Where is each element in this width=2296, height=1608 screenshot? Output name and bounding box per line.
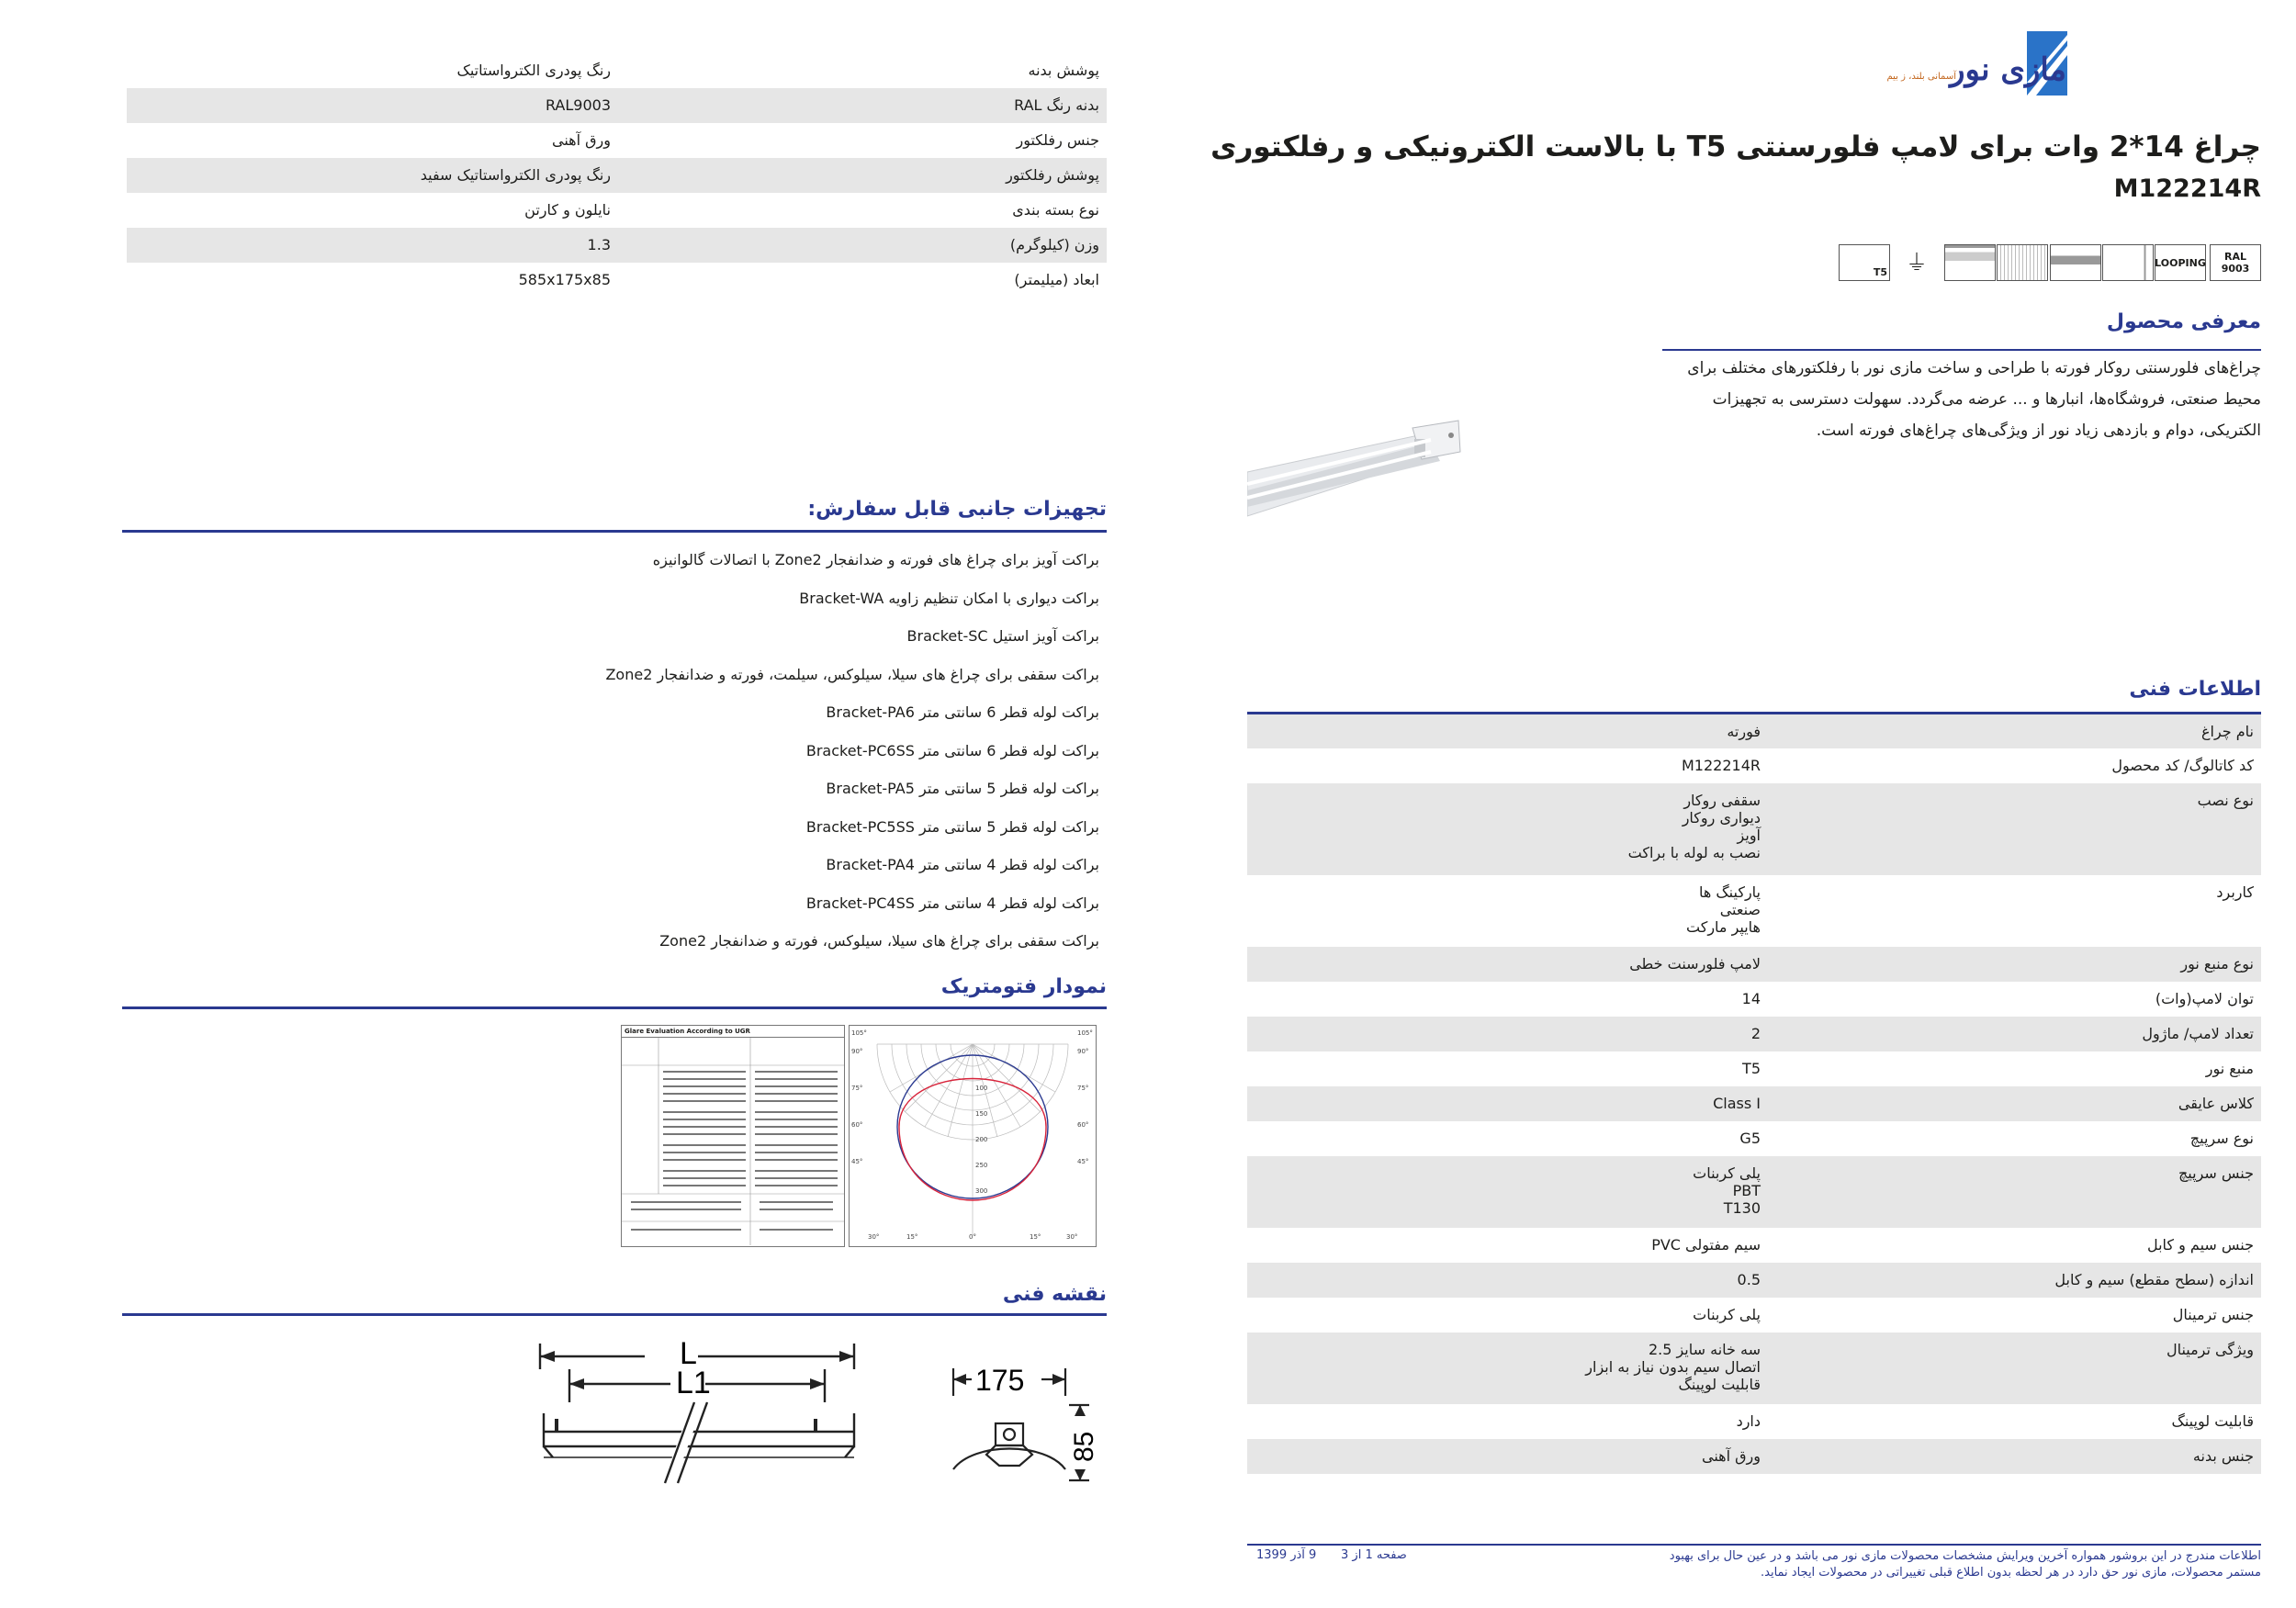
reflector-icon bbox=[1997, 244, 2048, 281]
spec-row bbox=[127, 53, 1107, 88]
accessory-item: براکت سقفی برای چراغ های سیلا، سیلوکس، سیلمت، فورته و ضدانفجار Zone2 bbox=[605, 665, 1099, 683]
tech-row-label: اندازه (سطح مقطع) سیم و کابل bbox=[2054, 1271, 2254, 1288]
tech-row-label: کد کاتالوگ/ کد محصول bbox=[2111, 757, 2254, 774]
wall-mount-icon bbox=[2102, 244, 2154, 281]
tech-row bbox=[1247, 1156, 2261, 1228]
tech-row-label: جنس ترمینال bbox=[2172, 1306, 2254, 1323]
tech-row bbox=[1247, 1263, 2261, 1298]
product-code: M122214R bbox=[2113, 174, 2261, 203]
spec-row-label: نوع بسته بندی bbox=[1012, 201, 1099, 219]
intro-heading: معرفی محصول bbox=[2106, 310, 2261, 333]
photometric-heading: نمودار فتومتریک bbox=[940, 975, 1107, 998]
tech-row bbox=[1247, 748, 2261, 783]
photometric-rule bbox=[122, 1006, 1107, 1009]
tech-row-label: تعداد لامپ/ ماژول bbox=[2142, 1025, 2254, 1042]
ugr-table bbox=[621, 1025, 845, 1247]
tech-row-value: ورق آهنی bbox=[1702, 1447, 1761, 1465]
dim-height: 85 bbox=[1069, 1431, 1099, 1462]
tech-row-label: ویژگی ترمینال bbox=[2166, 1341, 2254, 1358]
intro-rule bbox=[1662, 349, 2261, 351]
accessory-item: براکت لوله قطر 4 سانتی متر Bracket-PC4SS bbox=[805, 894, 1099, 912]
t5-lamp-icon: T5 bbox=[1839, 244, 1890, 281]
footer-rule bbox=[1247, 1544, 2261, 1546]
drawing-heading: نقشه فنی bbox=[1002, 1283, 1107, 1306]
spec-row-label: وزن (کیلوگرم) bbox=[1009, 236, 1099, 253]
tech-row bbox=[1247, 1228, 2261, 1263]
accessory-item: براکت لوله قطر 5 سانتی متر Bracket-PC5SS bbox=[805, 817, 1099, 836]
tech-row-label: توان لامپ(وات) bbox=[2155, 990, 2254, 1007]
accessory-item: براکت دیواری با امکان تنظیم زاویه Bracket-WA bbox=[799, 589, 1099, 607]
tech-row-value: سیم مفتولی PVC bbox=[1651, 1236, 1761, 1254]
tech-row bbox=[1247, 1121, 2261, 1156]
looping-icon: LOOPING bbox=[2155, 244, 2206, 281]
polar-angle-label: 15° bbox=[1030, 1233, 1041, 1241]
spec-row-value: رنگ پودری الکترواستاتیک سفید bbox=[420, 166, 611, 184]
spec-row-value: رنگ پودری الکترواستاتیک bbox=[456, 62, 611, 79]
tech-row-value: پلی کربنات bbox=[1693, 1306, 1761, 1323]
tech-row-value: G5 bbox=[1739, 1130, 1761, 1147]
tech-row bbox=[1247, 714, 2261, 748]
technical-drawing-section bbox=[946, 1359, 1102, 1497]
right-page bbox=[1210, 0, 2296, 1608]
tech-row-value: فورته bbox=[1727, 723, 1761, 740]
accessory-item: براکت آویز برای چراغ های فورته و ضدانفجار Zone2 با اتصالات گالوانیزه bbox=[652, 551, 1099, 568]
footer-page: صفحه 1 از 3 bbox=[1341, 1548, 1407, 1562]
polar-angle-label: 105° bbox=[1077, 1029, 1093, 1037]
polar-value-label: 250 bbox=[975, 1162, 988, 1169]
tech-row-value: 2 bbox=[1750, 1025, 1761, 1042]
product-image bbox=[1247, 415, 1486, 544]
pendant-mount-icon bbox=[2050, 244, 2101, 281]
tech-row-label: منبع نور bbox=[2205, 1060, 2254, 1077]
tech-row-label: جنس سرپیچ bbox=[2178, 1164, 2254, 1182]
polar-diagram bbox=[849, 1025, 1097, 1247]
brand-tagline: آسمانی بلند، ز بیم bbox=[1886, 72, 1956, 82]
tech-row-value: T5 bbox=[1742, 1060, 1761, 1077]
ceiling-mount-icon bbox=[1944, 244, 1996, 281]
spec-row-value: RAL9003 bbox=[545, 96, 611, 114]
tech-row bbox=[1247, 1017, 2261, 1051]
tech-row-value: M122214R bbox=[1682, 757, 1761, 774]
polar-angle-label: 45° bbox=[1077, 1158, 1089, 1165]
spec-row-value: 1.3 bbox=[587, 236, 611, 253]
accessories-heading: تجهیزات جانبی قابل سفارش: bbox=[807, 498, 1107, 521]
product-title: چراغ 14*2 وات برای لامپ فلورسنتی T5 با بالاست الکترونیکی و رفلکتوری bbox=[1210, 130, 2261, 163]
dim-l1: L1 bbox=[676, 1366, 711, 1400]
accessory-item: براکت لوله قطر 4 سانتی متر Bracket-PA4 bbox=[826, 856, 1099, 873]
tech-row-value: سه خانه سایز 2.5 اتصال سیم بدون نیاز به ابزار قابلیت لوپینگ bbox=[1585, 1341, 1761, 1393]
spec-row-label: پوشش رفلکتور bbox=[1006, 166, 1099, 184]
tech-row bbox=[1247, 947, 2261, 982]
tech-row bbox=[1247, 1051, 2261, 1086]
spec-row-value: نایلون و کارتن bbox=[524, 201, 611, 219]
accessory-item: براکت لوله قطر 6 سانتی متر Bracket-PA6 bbox=[826, 703, 1099, 721]
accessory-item: براکت سقفی برای چراغ های سیلا، سیلوکس، فورته و ضدانفجار Zone2 bbox=[659, 932, 1099, 950]
tech-row-value: 0.5 bbox=[1737, 1271, 1761, 1288]
polar-value-label: 150 bbox=[975, 1110, 988, 1118]
polar-angle-label: 0° bbox=[969, 1233, 976, 1241]
accessories-list bbox=[122, 551, 1107, 973]
accessories-rule bbox=[122, 530, 1107, 533]
tech-row bbox=[1247, 783, 2261, 875]
spec-row-label: پوشش بدنه bbox=[1028, 62, 1099, 79]
polar-value-label: 200 bbox=[975, 1136, 988, 1143]
tech-row-value: لامپ فلورسنت خطی bbox=[1629, 955, 1761, 973]
polar-angle-label: 60° bbox=[851, 1121, 863, 1129]
polar-angle-label: 90° bbox=[1077, 1048, 1089, 1055]
spec-row bbox=[127, 193, 1107, 228]
technical-drawing-side bbox=[533, 1336, 863, 1492]
accessory-item: براکت لوله قطر 6 سانتی متر Bracket-PC6SS bbox=[805, 741, 1099, 759]
dim-width: 175 bbox=[975, 1364, 1025, 1397]
tech-row-label: جنس سیم و کابل bbox=[2146, 1236, 2254, 1254]
tech-row bbox=[1247, 875, 2261, 947]
polar-value-label: 300 bbox=[975, 1187, 988, 1195]
polar-angle-label: 90° bbox=[851, 1048, 863, 1055]
polar-angle-label: 30° bbox=[868, 1233, 880, 1241]
spec-row-label: جنس رفلکتور bbox=[1016, 131, 1099, 149]
polar-angle-label: 75° bbox=[1077, 1085, 1089, 1092]
spec-row-value: ورق آهنی bbox=[552, 131, 611, 149]
tech-row-value: سقفی روکار دیواری روکار آویز نصب به لوله با براکت bbox=[1627, 792, 1761, 861]
tech-row-label: نوع نصب bbox=[2197, 792, 2254, 809]
polar-angle-label: 30° bbox=[1066, 1233, 1078, 1241]
tech-row bbox=[1247, 1086, 2261, 1121]
spec-row bbox=[127, 158, 1107, 193]
polar-angle-label: 60° bbox=[1077, 1121, 1089, 1129]
drawing-rule bbox=[122, 1313, 1107, 1316]
tech-row bbox=[1247, 1333, 2261, 1404]
tech-row-value: دارد bbox=[1736, 1412, 1761, 1430]
brand-name: مازی نور bbox=[1950, 51, 2066, 88]
footer-note: اطلاعات مندرج در این بروشور همواره آخرین ویرایش مشخصات محصولات مازی نور می باشد و در عین حال برای بهبود مستمر محصولات، مازی نور حق دارد در هر لحظه بدون اطلاع قبلی تغییراتی در محصولات ایجاد نماید. bbox=[1669, 1549, 2261, 1580]
spec-row-label: بدنه رنگ RAL bbox=[1014, 96, 1099, 114]
spec-row bbox=[127, 88, 1107, 123]
tech-row-label: جنس بدنه bbox=[2192, 1447, 2254, 1465]
tech-row bbox=[1247, 1404, 2261, 1439]
tech-row-value: Class I bbox=[1713, 1095, 1761, 1112]
tech-row bbox=[1247, 1439, 2261, 1474]
polar-angle-label: 15° bbox=[906, 1233, 918, 1241]
tech-row-value: پارکینگ ها صنعتی هایپر مارکت bbox=[1685, 883, 1761, 936]
spec-row-label: ابعاد (میلیمتر) bbox=[1014, 271, 1099, 288]
ugr-title: Glare Evaluation According to UGR bbox=[622, 1026, 844, 1038]
tech-heading: اطلاعات فنی bbox=[2129, 678, 2261, 701]
polar-angle-label: 105° bbox=[851, 1029, 867, 1037]
tech-row-value: پلی کربنات PBT T130 bbox=[1693, 1164, 1761, 1217]
earth-class-icon: ⏚ bbox=[1891, 244, 1942, 281]
ugr-grid bbox=[622, 1038, 844, 1245]
intro-text: چراغ‌های فلورسنتی روکار فورته با طراحی و ساخت مازی نور با رفلکتورهای مختلف برای محیط صنعتی، فروشگاه‌ها، انبارها و ... عرضه می‌گردد. سهولت دسترسی به تجهیزات الکتریکی، دوام و بازدهی زیاد نور از ویژگی‌های چراغ‌های فورته است. bbox=[1687, 359, 2261, 440]
spec-row bbox=[127, 123, 1107, 158]
tech-row-label: کاربرد bbox=[2216, 883, 2254, 901]
tech-row-label: کلاس عایقی bbox=[2178, 1095, 2254, 1112]
accessory-item: براکت آویز استیل Bracket-SC bbox=[906, 627, 1099, 645]
spec-row bbox=[127, 228, 1107, 263]
tech-row-label: نوع سرپیچ bbox=[2189, 1130, 2254, 1147]
ral-icon: RAL 9003 bbox=[2210, 244, 2261, 281]
tech-row-label: قابلیت لوپینگ bbox=[2171, 1412, 2254, 1430]
spec-row bbox=[127, 263, 1107, 298]
accessory-item: براکت لوله قطر 5 سانتی متر Bracket-PA5 bbox=[826, 780, 1099, 797]
spec-row-value: 585x175x85 bbox=[518, 271, 611, 288]
dim-l: L bbox=[680, 1336, 697, 1371]
tech-row bbox=[1247, 1298, 2261, 1333]
footer-date: 9 آذر 1399 bbox=[1256, 1548, 1317, 1562]
tech-row bbox=[1247, 982, 2261, 1017]
polar-angle-label: 75° bbox=[851, 1085, 863, 1092]
polar-value-label: 100 bbox=[975, 1085, 988, 1092]
polar-angle-label: 45° bbox=[851, 1158, 863, 1165]
tech-row-value: 14 bbox=[1741, 990, 1761, 1007]
tech-row-label: نام چراغ bbox=[2200, 723, 2254, 740]
tech-row-label: نوع منبع نور bbox=[2180, 955, 2254, 973]
